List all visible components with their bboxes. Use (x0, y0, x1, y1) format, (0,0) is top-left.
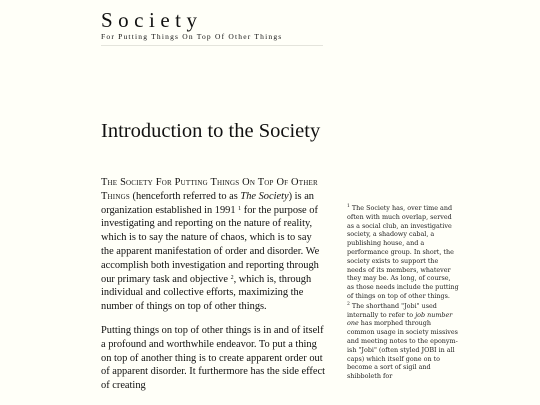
intro-paragraph-1 (101, 176, 326, 314)
intro-text-d: , which is, through individual and collective efforts, maximizing the number of things on top of other things. (101, 273, 312, 313)
sidenote-2-text-a: The shorthand "Jobi" used internally to refer to (347, 301, 437, 319)
intro-text-c: for the purpose of investigating and reporting on the nature of reality, which is to say the nature of chaos, which is to say the apparent manifestation of order and disorder. We accomplish both investigation and reporting through our primary task and objective (101, 204, 320, 285)
sidenote-2-text-b: has morphed through common usage in society missives and meeting notes to the eponym-ish "Jobi" (often styled JOBI in all caps) which itself gone on to become a sort of sigil and shibboleth for (347, 319, 458, 381)
sidenote-2-italic: job number one (347, 310, 453, 328)
intro-text-b: ) is an organization established in 1991 (101, 190, 315, 216)
site-branding (101, 8, 323, 41)
sidenote-2-number: 2 (347, 301, 350, 307)
header-divider (101, 45, 323, 46)
sidenotes (347, 204, 459, 382)
sidenote-ref-2[interactable]: 2 (230, 274, 234, 281)
sidenote-2 (347, 302, 459, 381)
site-tagline: For Putting Things On Top Of Other Things (101, 32, 283, 41)
sidenote-1-text: The Society has, over time and often with much overlap, served as a social club, an investigative society, a shadowy cabal, a publishing house, and a performance group. In short, the society exists to support the needs of its members, whatever they may be. As long, of course, as those needs include the putting of things on top of other things. (347, 204, 459, 300)
intro-paragraph-2: Putting things on top of other things is in and of itself a profound and worthwhile endeavor. To put a thing on top of another thing is to create apparent order out of apparent disorder. It furthermore has the side effect of creating (101, 324, 325, 392)
article-body (101, 176, 326, 403)
intro-text-a: (henceforth referred to as (129, 190, 241, 202)
site-title-link[interactable]: Society (101, 8, 203, 32)
society-name: The Society For Putting Things On Top Of Other Things (101, 177, 318, 202)
society-short-name: The Society (240, 190, 289, 202)
sidenote-1-number: 1 (347, 204, 350, 209)
sidenote-ref-1[interactable]: 1 (238, 205, 242, 212)
page-title: Introduction to the Society (101, 120, 321, 142)
sidenote-1 (347, 204, 459, 301)
